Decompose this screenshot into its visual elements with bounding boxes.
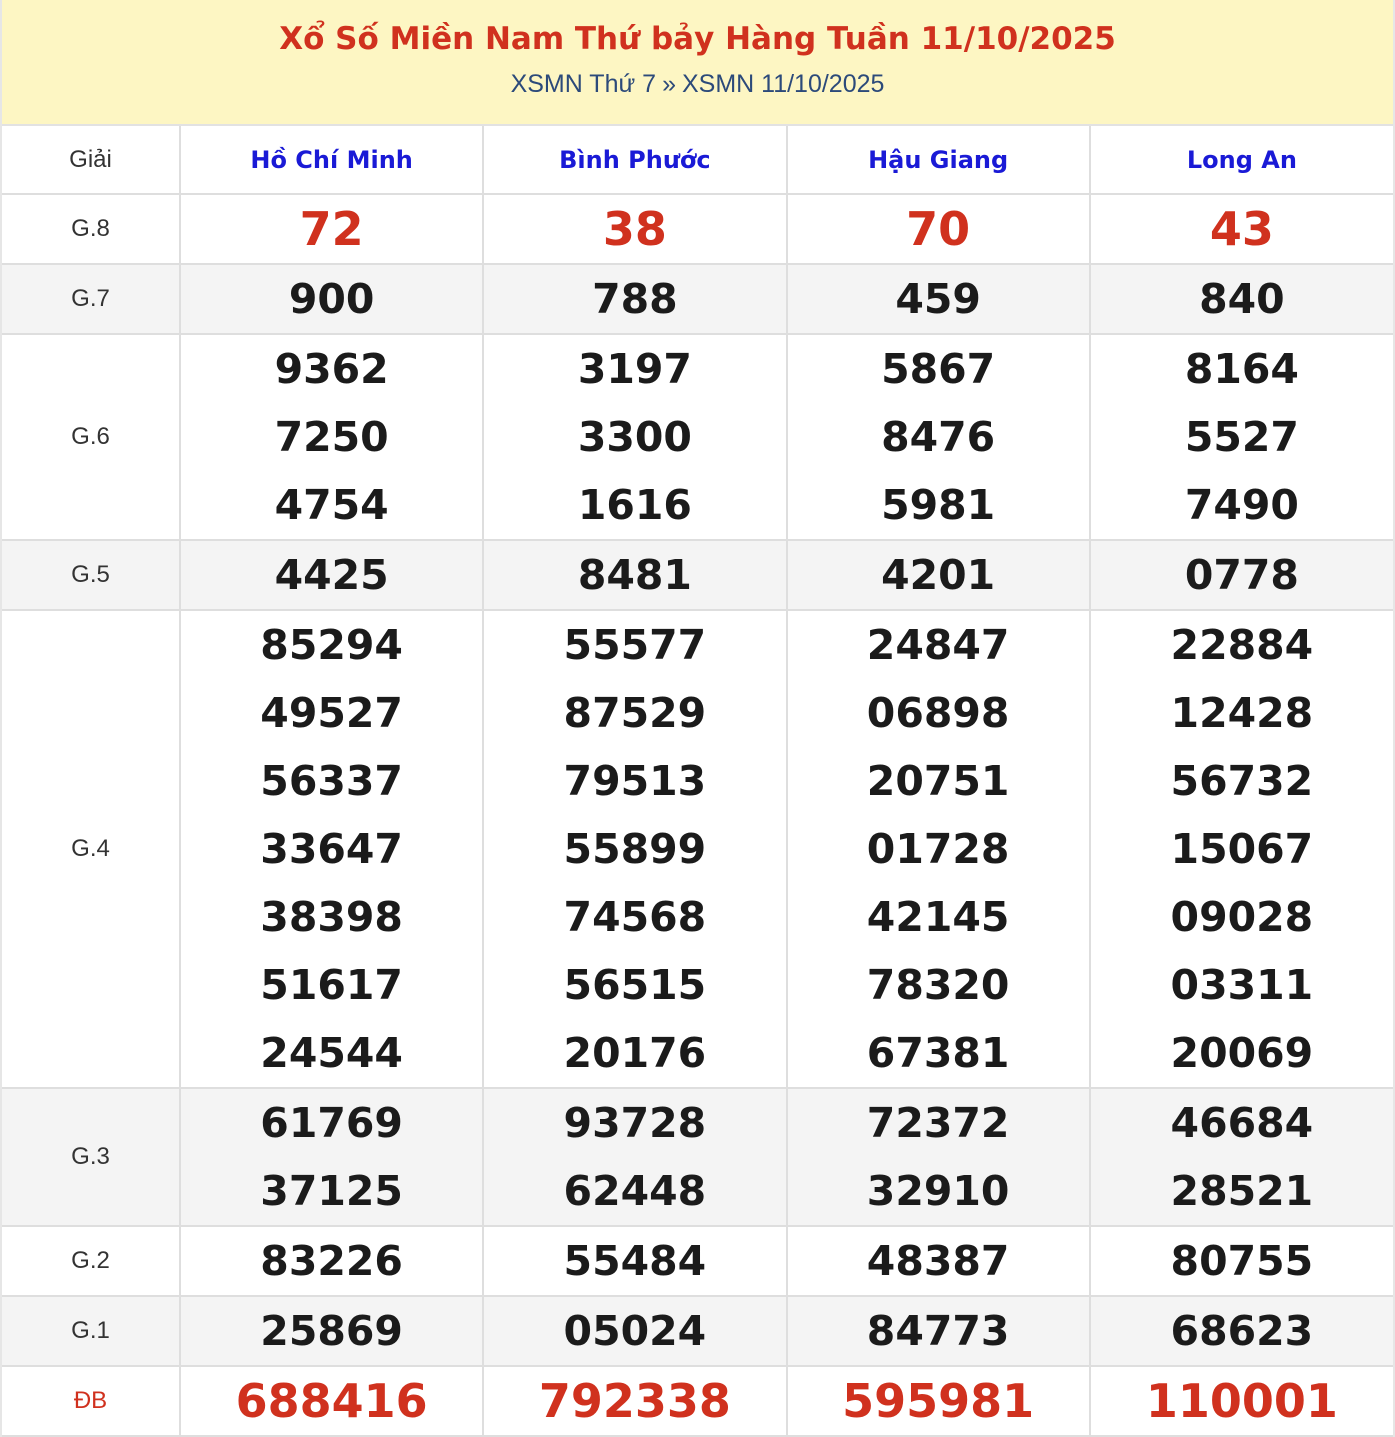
winning-number: 38 [602, 202, 667, 256]
prize-cell [180, 264, 483, 334]
prize-cell [1090, 610, 1393, 1088]
winning-number: 840 [1199, 275, 1285, 323]
prize-cell [180, 194, 483, 264]
prize-cell [483, 264, 786, 334]
winning-number: 55899 [563, 825, 707, 873]
winning-number: 79513 [563, 757, 707, 805]
winning-number: 62448 [563, 1167, 707, 1215]
prize-row [2, 1088, 1393, 1226]
prize-cell [180, 1366, 483, 1436]
prize-cell [1090, 1366, 1393, 1436]
prize-label: G.4 [2, 610, 180, 1088]
prize-cell [787, 1296, 1090, 1366]
winning-number: 688416 [235, 1374, 428, 1428]
prize-cell [1090, 1296, 1393, 1366]
winning-number: 110001 [1145, 1374, 1338, 1428]
breadcrumb [2, 67, 1393, 101]
winning-number: 4201 [881, 551, 996, 599]
prize-label: G.7 [2, 264, 180, 334]
prize-cell [180, 1088, 483, 1226]
winning-number: 67381 [866, 1029, 1010, 1077]
winning-number: 84773 [866, 1307, 1010, 1355]
prize-label: G.8 [2, 194, 180, 264]
winning-number: 5867 [881, 345, 996, 393]
winning-number: 93728 [563, 1099, 707, 1147]
prize-cell [483, 1366, 786, 1436]
prize-cell [1090, 194, 1393, 264]
winning-number: 792338 [538, 1374, 731, 1428]
page-title: Xổ Số Miền Nam Thứ bảy Hàng Tuần 11/10/2025 [279, 21, 1116, 57]
prize-cell [180, 1296, 483, 1366]
winning-number: 8481 [577, 551, 692, 599]
winning-number: 68623 [1170, 1307, 1314, 1355]
winning-number: 20069 [1170, 1029, 1314, 1077]
winning-number: 87529 [563, 689, 707, 737]
province-header-binh-phuoc[interactable]: Bình Phước [483, 126, 786, 194]
prize-cell [787, 1088, 1090, 1226]
prize-row [2, 194, 1393, 264]
winning-number: 43 [1209, 202, 1274, 256]
prize-cell [1090, 540, 1393, 610]
winning-number: 9362 [274, 345, 389, 393]
prize-cell [483, 540, 786, 610]
winning-number: 48387 [866, 1237, 1010, 1285]
winning-number: 85294 [260, 621, 403, 669]
prize-cell [787, 610, 1090, 1088]
prize-row [2, 334, 1393, 540]
winning-number: 4425 [274, 551, 389, 599]
province-header-ho-chi-minh[interactable]: Hồ Chí Minh [180, 126, 483, 194]
prize-label: G.6 [2, 334, 180, 540]
prize-cell [483, 194, 786, 264]
winning-number: 01728 [866, 825, 1010, 873]
winning-number: 25869 [260, 1307, 403, 1355]
prize-cell [787, 540, 1090, 610]
winning-number: 72372 [866, 1099, 1010, 1147]
winning-number: 42145 [866, 893, 1010, 941]
winning-number: 56337 [260, 757, 403, 805]
winning-number: 72 [299, 202, 364, 256]
winning-number: 05024 [563, 1307, 707, 1355]
winning-number: 03311 [1170, 961, 1314, 1009]
prize-cell [483, 610, 786, 1088]
winning-number: 37125 [260, 1167, 403, 1215]
winning-number: 38398 [260, 893, 403, 941]
winning-number: 78320 [866, 961, 1010, 1009]
prize-cell [1090, 264, 1393, 334]
prize-row [2, 1366, 1393, 1436]
breadcrumb-link-date[interactable]: XSMN 11/10/2025 [681, 70, 885, 98]
winning-number: 55577 [563, 621, 707, 669]
winning-number: 24544 [260, 1029, 403, 1077]
winning-number: 5981 [881, 481, 996, 529]
prize-cell [1090, 334, 1393, 540]
winning-number: 7490 [1184, 481, 1299, 529]
prize-cell [483, 1088, 786, 1226]
winning-number: 0778 [1184, 551, 1299, 599]
prize-cell [787, 194, 1090, 264]
winning-number: 8164 [1184, 345, 1299, 393]
prize-cell [180, 1226, 483, 1296]
prize-cell [180, 610, 483, 1088]
winning-number: 09028 [1170, 893, 1314, 941]
winning-number: 8476 [881, 413, 996, 461]
prize-row [2, 1226, 1393, 1296]
prize-label: G.5 [2, 540, 180, 610]
winning-number: 83226 [260, 1237, 403, 1285]
winning-number: 80755 [1170, 1237, 1314, 1285]
results-table [2, 126, 1393, 1437]
winning-number: 70 [906, 202, 971, 256]
winning-number: 1616 [577, 481, 692, 529]
winning-number: 20751 [866, 757, 1010, 805]
prize-column-header: Giải [2, 126, 180, 194]
prize-label: G.3 [2, 1088, 180, 1226]
prize-label: G.1 [2, 1296, 180, 1366]
winning-number: 51617 [260, 961, 403, 1009]
winning-number: 4754 [274, 481, 389, 529]
prize-label: ĐB [2, 1366, 180, 1436]
prize-cell [1090, 1226, 1393, 1296]
winning-number: 61769 [260, 1099, 403, 1147]
prize-cell [483, 334, 786, 540]
prize-cell [787, 334, 1090, 540]
winning-number: 15067 [1170, 825, 1314, 873]
province-header-hau-giang[interactable]: Hậu Giang [787, 126, 1090, 194]
prize-cell [1090, 1088, 1393, 1226]
winning-number: 24847 [866, 621, 1010, 669]
winning-number: 900 [288, 275, 375, 323]
winning-number: 06898 [866, 689, 1010, 737]
prize-row [2, 264, 1393, 334]
winning-number: 12428 [1170, 689, 1314, 737]
province-header-long-an[interactable]: Long An [1090, 126, 1393, 194]
prize-label: G.2 [2, 1226, 180, 1296]
winning-number: 3300 [577, 413, 692, 461]
winning-number: 56732 [1170, 757, 1314, 805]
prize-cell [787, 264, 1090, 334]
winning-number: 20176 [563, 1029, 707, 1077]
winning-number: 28521 [1170, 1167, 1314, 1215]
winning-number: 459 [895, 275, 981, 323]
prize-cell [787, 1366, 1090, 1436]
winning-number: 49527 [260, 689, 403, 737]
page-header [2, 0, 1393, 126]
breadcrumb-link-weekday[interactable]: XSMN Thứ 7 [510, 70, 657, 98]
table-header-row [2, 126, 1393, 194]
winning-number: 74568 [563, 893, 707, 941]
breadcrumb-separator: » [662, 70, 676, 98]
winning-number: 595981 [842, 1374, 1035, 1428]
winning-number: 56515 [563, 961, 707, 1009]
winning-number: 46684 [1170, 1099, 1314, 1147]
prize-cell [180, 334, 483, 540]
winning-number: 32910 [866, 1167, 1010, 1215]
prize-cell [180, 540, 483, 610]
prize-cell [787, 1226, 1090, 1296]
winning-number: 3197 [577, 345, 692, 393]
winning-number: 788 [592, 275, 678, 323]
prize-row [2, 540, 1393, 610]
winning-number: 7250 [274, 413, 389, 461]
winning-number: 22884 [1170, 621, 1314, 669]
prize-row [2, 1296, 1393, 1366]
prize-cell [483, 1296, 786, 1366]
winning-number: 33647 [260, 825, 403, 873]
prize-cell [483, 1226, 786, 1296]
winning-number: 55484 [563, 1237, 707, 1285]
prize-row [2, 610, 1393, 1088]
winning-number: 5527 [1184, 413, 1299, 461]
